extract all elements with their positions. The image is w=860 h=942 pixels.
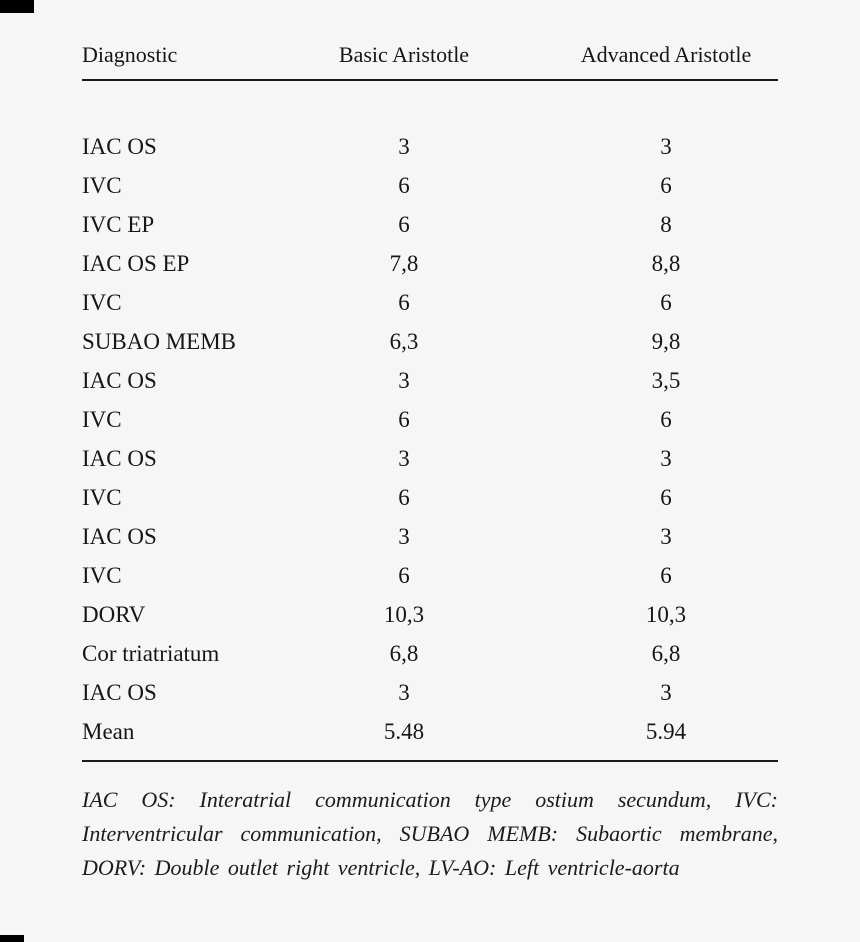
row-diagnostic-label: IVC [82,172,122,198]
table-row [82,439,778,478]
column-header-advanced-aristotle: Advanced Aristotle [488,0,778,80]
row-basic-aristotle-value: 3 [398,133,410,159]
row-diagnostic-label: IAC OS [82,133,157,159]
row-advanced-aristotle-value: 3 [660,679,672,705]
row-diagnostic-label: IVC [82,406,122,432]
row-basic-aristotle-value: 6 [398,211,410,237]
row-advanced-aristotle-value: 6 [660,406,672,432]
table-body [82,80,778,751]
table-figure [82,0,778,885]
table-row [82,322,778,361]
table-row [82,712,778,751]
scan-artifact-bottom-left [0,935,24,942]
row-diagnostic-label: SUBAO MEMB [82,328,237,354]
row-basic-aristotle-value: 6,3 [389,328,419,354]
table-row [82,205,778,244]
row-advanced-aristotle-value: 3,5 [651,367,681,393]
row-advanced-aristotle-value: 3 [660,133,672,159]
table-row [82,478,778,517]
table-bottom-rule [82,760,778,762]
row-basic-aristotle-value: 10,3 [383,601,425,627]
scan-artifact-top-left [0,0,34,13]
row-diagnostic-label: IVC [82,562,122,588]
table-row [82,556,778,595]
row-basic-aristotle-value: 6 [398,406,410,432]
row-advanced-aristotle-value: 6 [660,289,672,315]
table-footnote-abbreviations: IAC OS: Interatrial communication type ostium secundum, IVC: Interventricular communication, SUBAO MEMB: Subaortic membrane, DORV: Double outlet right ventricle, LV-AO: Left ventricle-aorta [82,787,778,880]
row-advanced-aristotle-value: 5.94 [645,718,687,744]
row-basic-aristotle-value: 6,8 [389,640,419,666]
row-advanced-aristotle-value: 6,8 [651,640,681,666]
row-diagnostic-label: IAC OS [82,445,157,471]
row-basic-aristotle-value: 6 [398,172,410,198]
table-row [82,595,778,634]
row-diagnostic-label: DORV [82,601,146,627]
row-diagnostic-label: IVC EP [82,211,155,237]
row-diagnostic-label: IVC [82,484,122,510]
table-row [82,166,778,205]
row-diagnostic-label: IAC OS [82,679,157,705]
row-advanced-aristotle-value: 3 [660,445,672,471]
row-advanced-aristotle-value: 9,8 [651,328,681,354]
header-row [82,0,778,80]
column-header-diagnostic: Diagnostic [82,0,320,80]
row-basic-aristotle-value: 3 [398,445,410,471]
table-row [82,673,778,712]
row-advanced-aristotle-value: 8 [660,211,672,237]
row-diagnostic-label: IVC [82,289,122,315]
row-basic-aristotle-value: 6 [398,562,410,588]
row-diagnostic-label: Mean [82,718,135,744]
table-row [82,361,778,400]
row-advanced-aristotle-value: 10,3 [645,601,687,627]
row-basic-aristotle-value: 7,8 [389,250,419,276]
table-row [82,80,778,166]
row-basic-aristotle-value: 3 [398,679,410,705]
row-advanced-aristotle-value: 6 [660,562,672,588]
table-row [82,400,778,439]
row-diagnostic-label: Cor triatriatum [82,640,220,666]
row-basic-aristotle-value: 6 [398,484,410,510]
table-row [82,283,778,322]
row-advanced-aristotle-value: 8,8 [651,250,681,276]
row-basic-aristotle-value: 3 [398,523,410,549]
row-basic-aristotle-value: 6 [398,289,410,315]
row-advanced-aristotle-value: 3 [660,523,672,549]
column-header-basic-aristotle: Basic Aristotle [320,0,488,80]
row-diagnostic-label: IAC OS [82,523,157,549]
row-advanced-aristotle-value: 6 [660,172,672,198]
table-row [82,244,778,283]
table-row [82,517,778,556]
row-basic-aristotle-value: 5.48 [383,718,425,744]
table-row [82,634,778,673]
row-diagnostic-label: IAC OS EP [82,250,190,276]
aristotle-score-table [82,0,778,751]
row-advanced-aristotle-value: 6 [660,484,672,510]
row-basic-aristotle-value: 3 [398,367,410,393]
row-diagnostic-label: IAC OS [82,367,157,393]
